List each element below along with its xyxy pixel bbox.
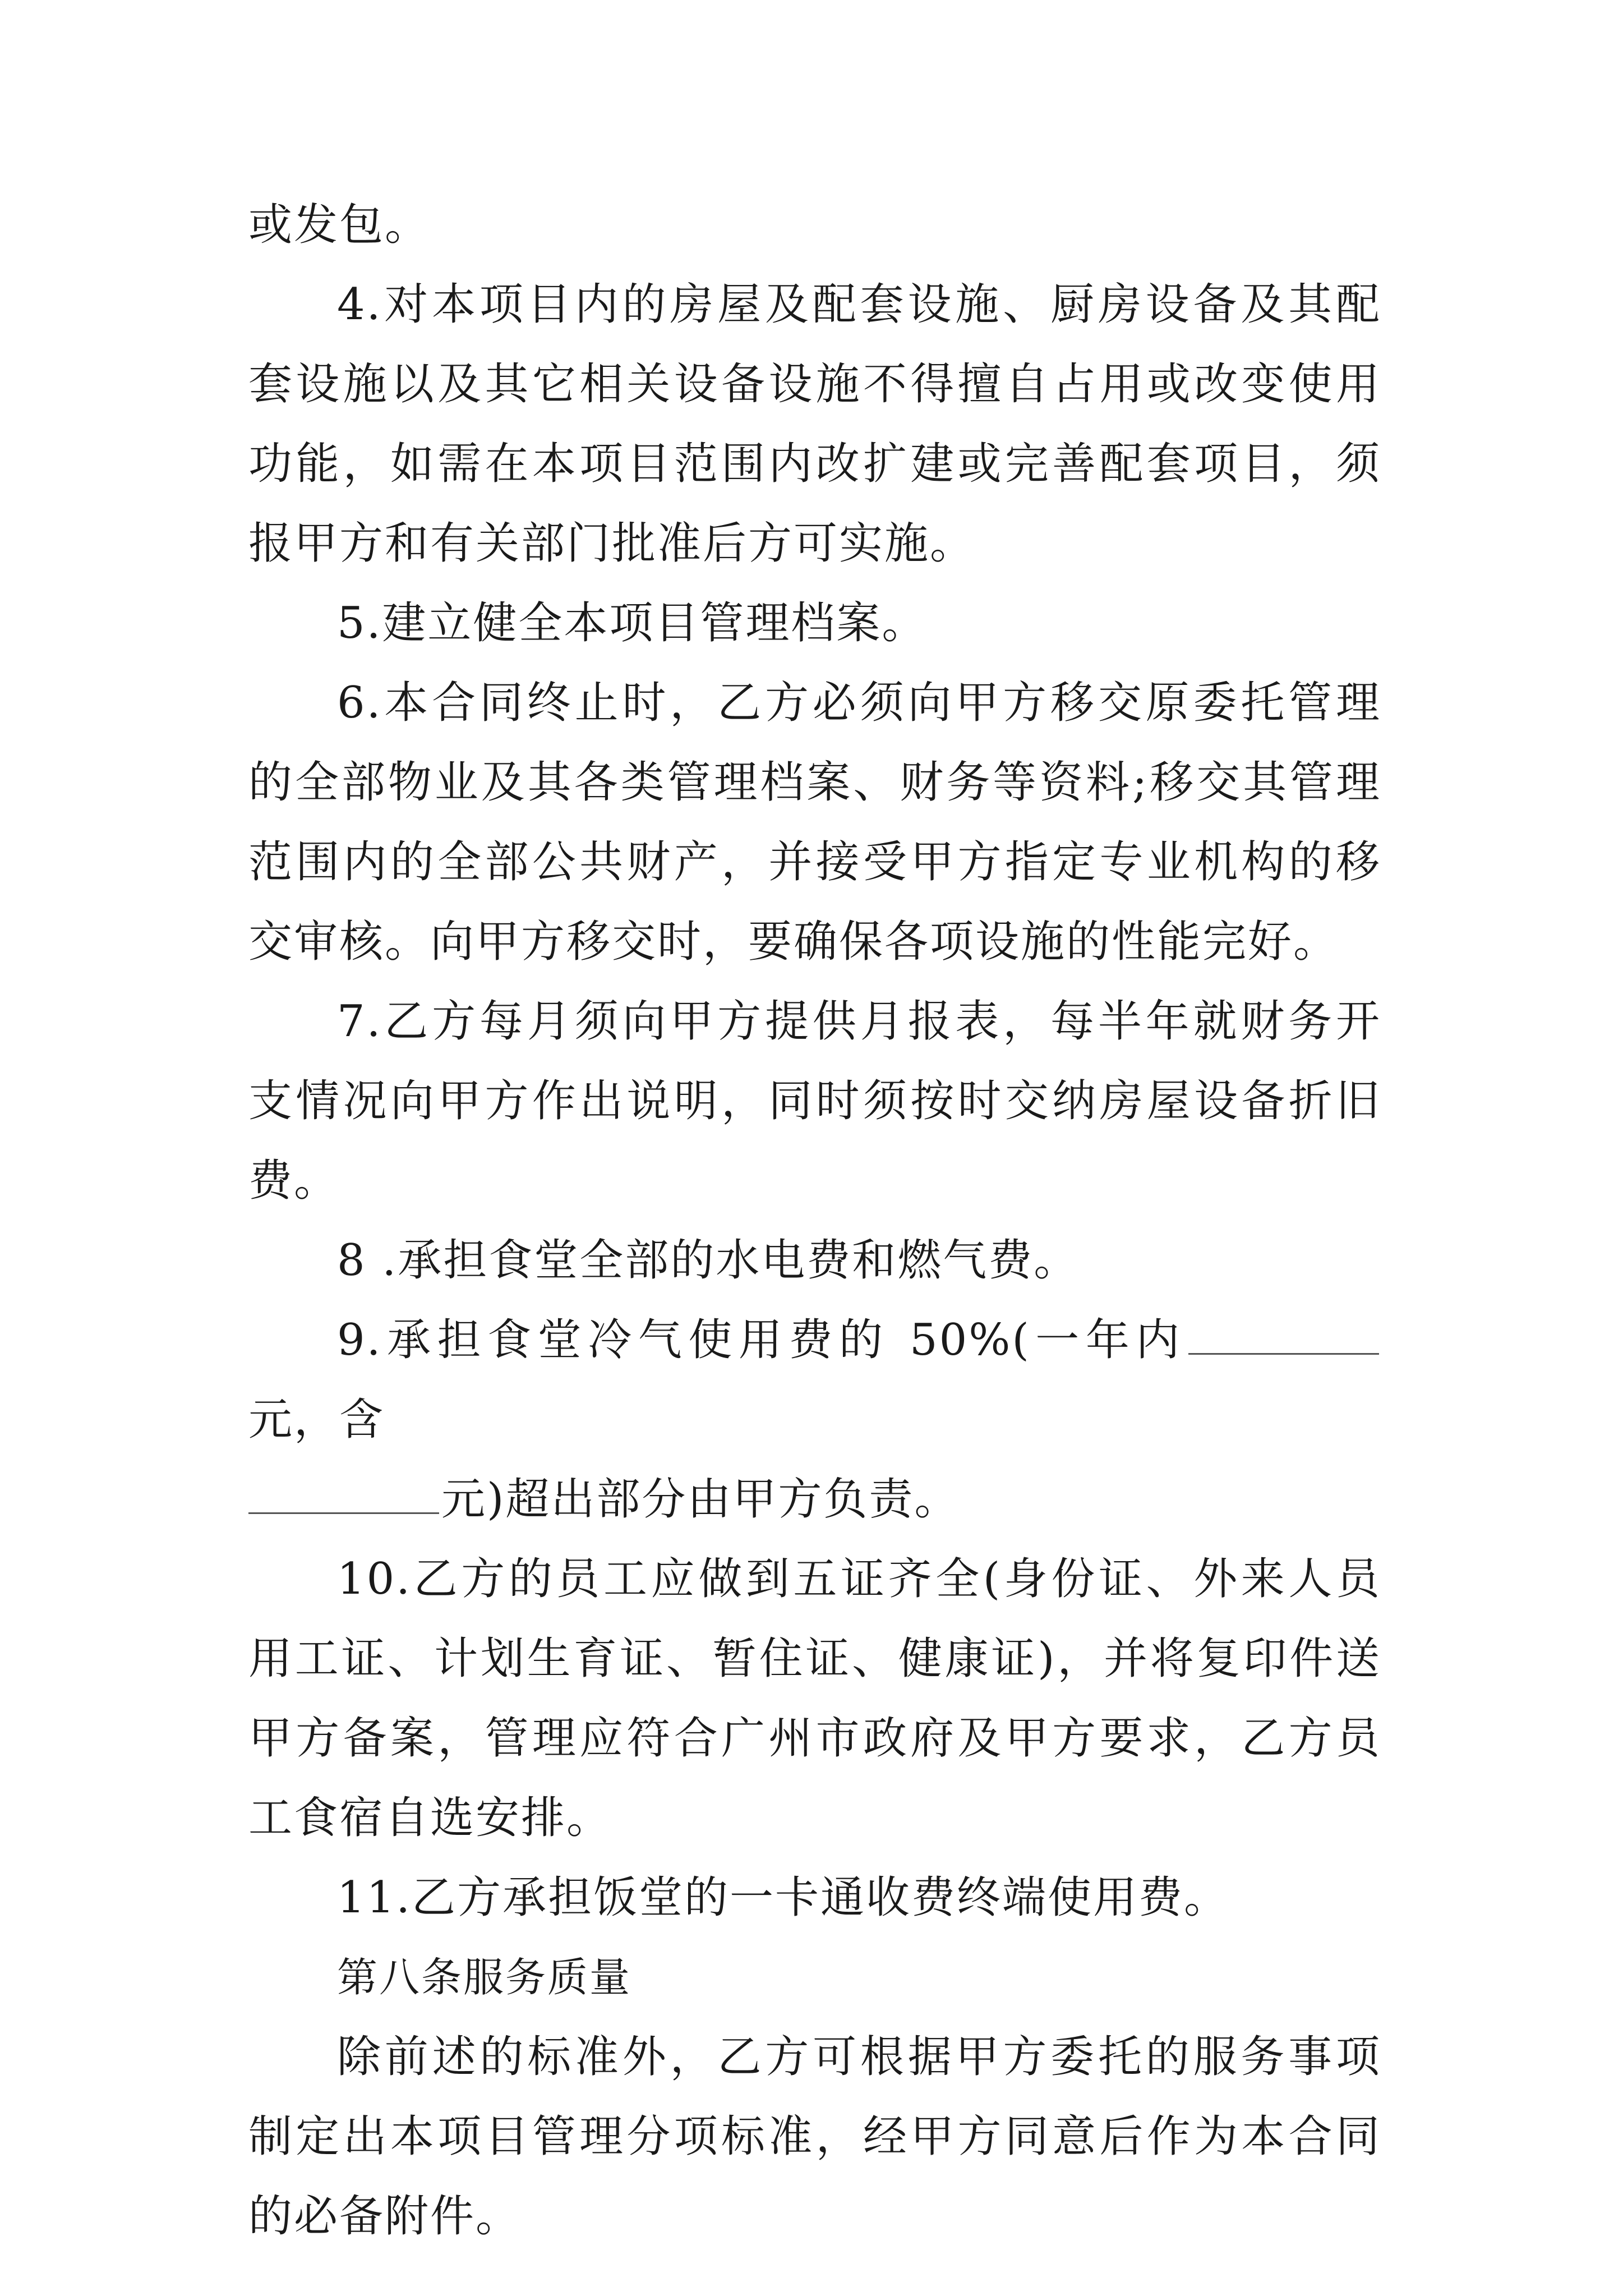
paragraph-item-6: 6.本合同终止时，乙方必须向甲方移交原委托管理的全部物业及其各类管理档案、财务等资料;移交其管理范围内的全部公共财产，并接受甲方指定专业机构的移交审核。向甲方移交时，要确保各项设施的性能完好。 [248, 678, 1381, 967]
paragraph-item-11: 11.乙方承担饭堂的一卡通收费终端使用费。 [337, 1872, 1230, 1923]
paragraph-item-8: 8 .承担食堂全部的水电费和燃气费。 [337, 1235, 1080, 1286]
paragraph-item-5: 5.建立健全本项目管理档案。 [337, 598, 928, 648]
paragraph-article-8-body: 除前述的标准外，乙方可根据甲方委托的服务事项制定出本项目管理分项标准，经甲方同意后作为本合同的必备附件。 [248, 2032, 1381, 2242]
document-page [248, 185, 1381, 2256]
item-9-text-b: 元，含 [248, 1395, 385, 1445]
item-9-text-a: 9.承担食堂冷气使用费的 50%(一年内 [337, 1315, 1186, 1365]
paragraph-item-7: 7.乙方每月须向甲方提供月报表，每半年就财务开支情况向甲方作出说明，同时须按时交纳房屋设备折旧费。 [248, 996, 1381, 1206]
paragraph-item-9 [248, 1300, 1381, 1539]
fill-in-blank-included [248, 1475, 439, 1514]
item-9-text-c: 元)超出部分由甲方负责。 [441, 1474, 960, 1525]
section-heading-article-8: 第八条服务质量 [337, 1954, 632, 2001]
paragraph-item-4: 4.对本项目内的房屋及配套设施、厨房设备及其配套设施以及其它相关设备设施不得擅自占用或改变使用功能，如需在本项目范围内改扩建或完善配套项目，须报甲方和有关部门批准后方可实施。 [248, 279, 1381, 569]
fill-in-blank-amount [1188, 1316, 1379, 1355]
paragraph-continuation: 或发包。 [248, 200, 431, 250]
paragraph-item-10: 10.乙方的员工应做到五证齐全(身份证、外来人员用工证、计划生育证、暂住证、健康证)，并将复印件送甲方备案，管理应符合广州市政府及甲方要求，乙方员工食宿自选安排。 [248, 1554, 1381, 1843]
